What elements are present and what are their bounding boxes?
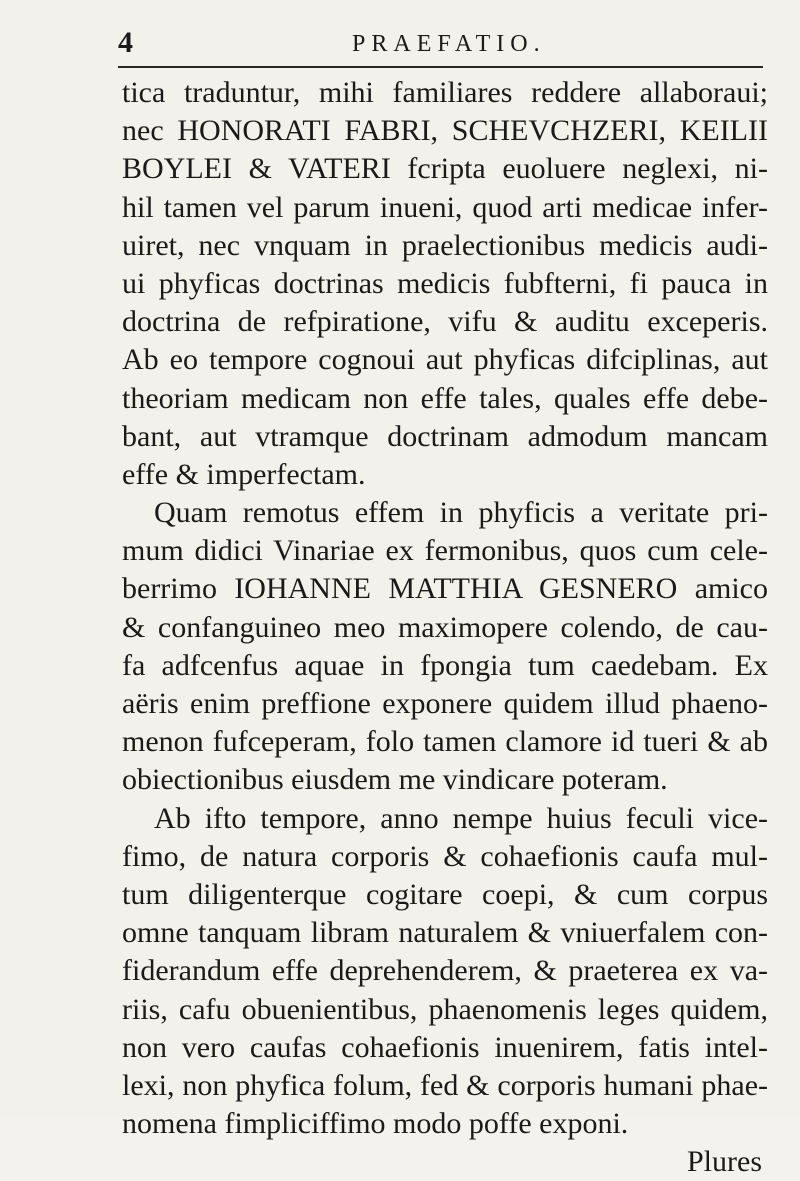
- text-line: ui phyficas doctrinas medicis fubfterni, fi pauca in: [122, 266, 768, 300]
- text-line: obiectionibus eiusdem me vindicare poteram.: [122, 763, 668, 797]
- text-line: mum didici Vinariae ex fermonibus, quos cum cele-: [122, 534, 768, 568]
- text-line: Ab eo tempore cognoui aut phyficas difciplinas, aut: [122, 343, 768, 377]
- page-number: 4: [118, 26, 133, 59]
- text-line: nomena fimpliciffimo modo poffe exponi.: [122, 1107, 629, 1141]
- text-line: berrimo IOHANNE MATTHIA GESNERO amico: [122, 572, 768, 606]
- text-line: lexi, non phyfica folum, fed & corporis humani phae-: [122, 1068, 768, 1102]
- text-line: aëris enim preffione exponere quidem illud phaeno-: [122, 687, 768, 720]
- text-line: doctrina de refpiratione, vifu & auditu exceperis.: [122, 305, 768, 339]
- text-line: fa adfcenfus aquae in fpongia tum caedebam. Ex: [122, 648, 768, 682]
- text-line: Ab ifto tempore, anno nempe huius feculi vice-: [154, 801, 768, 835]
- header-rule: [118, 66, 763, 68]
- text-line: & confanguineo meo maximopere colendo, de cau-: [122, 610, 768, 644]
- text-line: effe & imperfectam.: [122, 457, 366, 491]
- text-line: hil tamen vel parum inueni, quod arti medicae infer-: [122, 190, 768, 224]
- text-line: BOYLEI & VATERI fcripta euoluere neglexi, ni-: [122, 152, 768, 186]
- body-text: [122, 74, 768, 1181]
- text-line: Quam remotus effem in phyficis a veritate pri-: [154, 496, 768, 530]
- text-line: non vero caufas cohaefionis inuenirem, fatis intel-: [122, 1030, 768, 1064]
- text-line: fiderandum effe deprehenderem, & praeterea ex va-: [122, 954, 768, 988]
- text-line: nec HONORATI FABRI, SCHEVCHZERI, KEILII: [122, 114, 768, 148]
- text-line: omne tanquam libram naturalem & vniuerfalem con-: [122, 916, 768, 950]
- text-line: tica traduntur, mihi familiares reddere allaboraui;: [122, 76, 768, 109]
- text-line: theoriam medicam non effe tales, quales effe debe-: [122, 381, 768, 415]
- text-line: uiret, nec vnquam in praelectionibus medicis audi-: [122, 228, 768, 262]
- catchword: Plures: [687, 1145, 762, 1179]
- text-line: tum diligenterque cogitare coepi, & cum corpus: [122, 877, 768, 911]
- text-line: fimo, de natura corporis & cohaefionis caufa mul-: [122, 839, 768, 873]
- running-head: PRAEFATIO.: [352, 31, 546, 57]
- text-line: menon fufceperam, folo tamen clamore id tueri & ab: [122, 725, 768, 759]
- text-line: riis, cafu obuenientibus, phaenomenis leges quidem,: [122, 992, 768, 1026]
- page-header: [0, 0, 800, 78]
- text-line: bant, aut vtramque doctrinam admodum mancam: [122, 419, 768, 453]
